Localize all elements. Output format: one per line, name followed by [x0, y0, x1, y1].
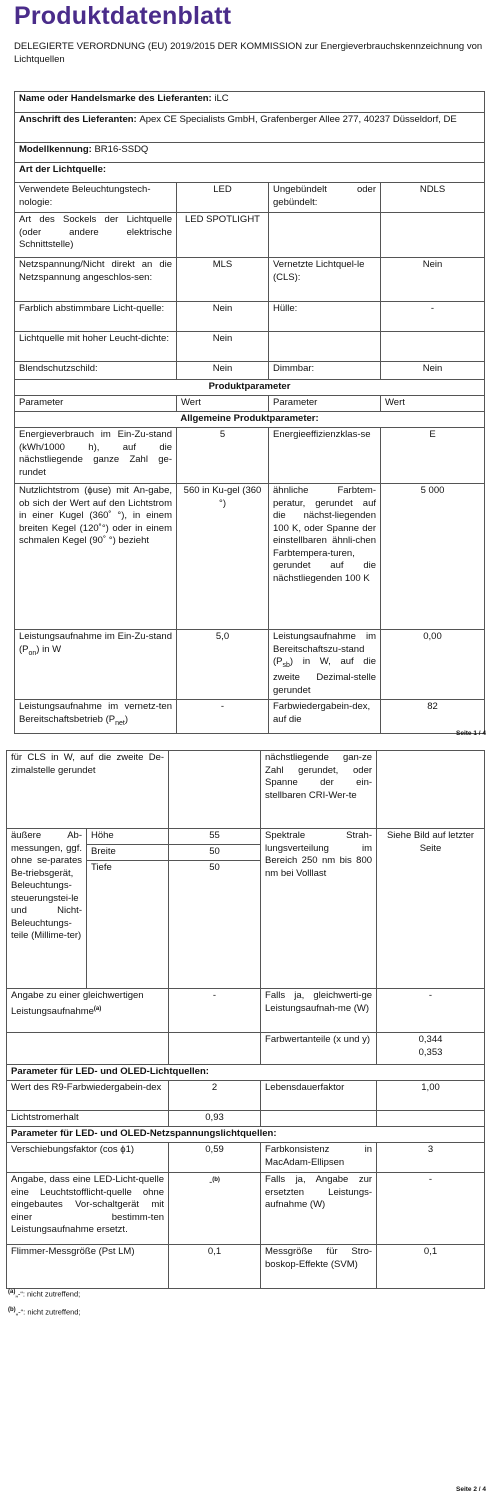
empty-cell — [381, 332, 485, 362]
equivalent-power-yes-label: Falls ja, gleichwerti-ge Leistungsaufnah-me (W) — [261, 989, 377, 1033]
empty-cell — [169, 751, 261, 829]
on-mode-power-label — [15, 630, 177, 700]
dimension-value-height: 55 — [169, 829, 261, 845]
life-factor-label: Lebensdauerfaktor — [261, 1081, 377, 1111]
lumen-maintenance-label: Lichtstromerhalt — [7, 1111, 169, 1127]
chromaticity-label: Farbwertanteile (x und y) — [261, 1033, 377, 1065]
equivalent-power-yes-value: - — [377, 989, 485, 1033]
replaced-power-label: Falls ja, Angabe zur ersetzten Leistungs-aufnahme (W) — [261, 1173, 377, 1245]
color-consistency-value: 3 — [377, 1143, 485, 1173]
standby-power-value: 0,00 — [381, 630, 485, 700]
stroboscopic-value: 0,1 — [377, 1245, 485, 1289]
standby-power-label — [269, 630, 381, 700]
supplier-table — [14, 91, 485, 734]
model-label: Modellkennung: — [19, 144, 92, 155]
footnote-b — [8, 1307, 81, 1317]
energy-consumption-label: Energieverbrauch im Ein-Zu-stand (kWh/1000 h), auf die nächstliegende ganze Zahl ge-rundet — [15, 428, 177, 484]
empty-cell — [261, 1111, 377, 1127]
empty-cell — [169, 1033, 261, 1065]
high-luminance-label: Lichtquelle mit hoher Leucht-dichte: — [15, 332, 177, 362]
on-mode-subscript: on — [28, 649, 37, 657]
regulation-text: DELEGIERTE VERORDNUNG (EU) 2019/2015 DER KOMMISSION zur Energieverbrauchskennzeichnung von Lichtquellen — [14, 41, 483, 65]
footnote-b-marker: (b) — [8, 1307, 16, 1313]
footnote-a — [8, 1289, 80, 1299]
cri-continued-label: nächstliegende gan-ze Zahl gerundet, oder Spanne der ein-stellbaren CRI-Wer-te — [261, 751, 377, 829]
col-header-value: Wert — [177, 396, 269, 412]
supplier-name-value: iLC — [214, 93, 229, 104]
stroboscopic-label: Messgröße für Stro-boskop-Effekte (SVM) — [261, 1245, 377, 1289]
empty-cell — [7, 1033, 169, 1065]
color-consistency-label: Farbkonsistenz in MacAdam-Ellipsen — [261, 1143, 377, 1173]
general-params-heading: Allgemeine Produktparameter: — [15, 412, 485, 428]
mains-led-params-heading: Parameter für LED- und OLED-Netzspannungslichtquellen: — [7, 1127, 485, 1143]
page-number: Seite 1 / 4 — [456, 730, 486, 737]
supplier-address-value: Apex CE Specialists GmbH, Grafenberger Allee 277, 40237 Düsseldorf, DE — [139, 114, 457, 125]
standby-subscript: sb — [282, 661, 290, 669]
dimensions-label: äußere Ab-messungen, ggf. ohne se-parates Be-triebsgerät, Beleuchtungs-steuerungstei-le und Nicht-Beleuchtungs-teile (Millime-ter) — [7, 829, 87, 989]
energy-class-label: Energieeffizienzklas-se — [269, 428, 381, 484]
supplier-address-label: Anschrift des Lieferanten: — [19, 114, 137, 125]
chromaticity-value — [377, 1033, 485, 1065]
spectral-distribution-label: Spektrale Strah-lungsverteilung im Bereich 250 nm bis 800 nm bei Volllast — [261, 829, 377, 989]
light-source-type-heading: Art der Lichtquelle: — [15, 163, 485, 183]
cls-label: Vernetzte Lichtquel-le (CLS): — [269, 258, 381, 302]
flicker-value: 0,1 — [169, 1245, 261, 1289]
empty-cell — [269, 213, 381, 258]
anti-glare-label: Blendschutzschild: — [15, 362, 177, 380]
directional-label: Ungebündelt oder gebündelt: — [269, 183, 381, 213]
replacement-claim-dash: - — [209, 1177, 213, 1189]
tech-label: Verwendete Beleuchtungstech-nologie: — [15, 183, 177, 213]
cls-continued-label: für CLS in W, auf die zweite De-zimalstelle gerundet — [7, 751, 169, 829]
cct-value: 5 000 — [381, 484, 485, 630]
dimension-value-depth: 50 — [169, 861, 261, 989]
dimmable-label: Dimmbar: — [269, 362, 381, 380]
model-row — [15, 143, 485, 163]
replacement-claim-value — [169, 1173, 261, 1245]
mains-value: MLS — [177, 258, 269, 302]
cri-label: Farbwiedergabein-dex, auf die — [269, 700, 381, 734]
r9-label: Wert des R9-Farbwiedergabein-dex — [7, 1081, 169, 1111]
flicker-label: Flimmer-Messgröße (Pst LM) — [7, 1245, 169, 1289]
product-params-heading: Produktparameter — [15, 380, 485, 396]
empty-cell — [377, 751, 485, 829]
empty-cell — [377, 1111, 485, 1127]
dimension-key-width: Breite — [87, 845, 169, 861]
cct-label: ähnliche Farbtem-peratur, gerundet auf die nächst-liegenden 100 K, oder Spanne der einstellbaren ähnli-chen Farbtempera-turen, gerundet auf die nächstliegenden 100 K — [269, 484, 381, 630]
mains-label: Netzspannung/Nicht direkt an die Netzspannung angeschlos-sen: — [15, 258, 177, 302]
r9-value: 2 — [169, 1081, 261, 1111]
page-number: Seite 2 / 4 — [456, 1486, 486, 1493]
spectral-distribution-value: Siehe Bild auf letzter Seite — [377, 829, 485, 989]
page-2 — [0, 744, 500, 1500]
directional-value: NDLS — [381, 183, 485, 213]
footnote-ref-a: (a) — [93, 1005, 102, 1012]
on-mode-power-value: 5,0 — [177, 630, 269, 700]
cls-value: Nein — [381, 258, 485, 302]
cap-type-label: Art des Sockels der Lichtquelle (oder andere elektrische Schnittstelle) — [15, 213, 177, 258]
col-header-value: Wert — [381, 396, 485, 412]
empty-cell — [269, 332, 381, 362]
luminous-flux-label: Nutzlichtstrom (ϕuse) mit An-gabe, ob sich der Wert auf den Lichtstrom in einer Kugel (360˚ °), in einem breiten Kegel (120˚°) oder in einem schmalen Kegel (90˚ °) bezieht — [15, 484, 177, 630]
high-luminance-value: Nein — [177, 332, 269, 362]
dimension-key-height: Höhe — [87, 829, 169, 845]
tech-value: LED — [177, 183, 269, 213]
tunable-label: Farblich abstimmbare Licht-quelle: — [15, 302, 177, 332]
networked-standby-label — [15, 700, 177, 734]
replaced-power-value: - — [377, 1173, 485, 1245]
standby-power-text: Leistungsaufnahme im Bereitschaftszu-stand (P — [273, 631, 376, 667]
energy-class-value: E — [381, 428, 485, 484]
model-value: BR16-SSDQ — [94, 144, 149, 155]
life-factor-value: 1,00 — [377, 1081, 485, 1111]
dimension-value-width: 50 — [169, 845, 261, 861]
energy-consumption-value: 5 — [177, 428, 269, 484]
equivalent-power-text: Angabe zu einer gleichwertigen Leistungsaufnahme — [11, 990, 144, 1017]
displacement-factor-value: 0,59 — [169, 1143, 261, 1173]
supplier-name-row — [15, 92, 485, 113]
networked-standby-close: ) — [124, 713, 129, 725]
equivalent-power-label — [7, 989, 169, 1033]
footnote-b-text: „-“: nicht zutreffend; — [15, 1307, 81, 1317]
footnote-a-marker: (a) — [8, 1289, 16, 1295]
chromaticity-y: 0,353 — [418, 1046, 443, 1058]
standby-power-unit: ) in W, auf die zweite Dezimal-stelle gerundet — [273, 656, 376, 696]
on-mode-power-text: Leistungsaufnahme im Ein-Zu-stand (P — [19, 631, 172, 655]
col-header-param: Parameter — [269, 396, 381, 412]
tunable-value: Nein — [177, 302, 269, 332]
cap-type-value: LED SPOTLIGHT — [177, 213, 269, 258]
luminous-flux-value: 560 in Ku-gel (360 °) — [177, 484, 269, 630]
page-1 — [0, 0, 500, 740]
lumen-maintenance-value: 0,93 — [169, 1111, 261, 1127]
footnote-ref-b: (b) — [212, 1177, 220, 1183]
networked-standby-value: - — [177, 700, 269, 734]
supplier-name-label: Name oder Handelsmarke des Lieferanten: — [19, 93, 212, 104]
envelope-value: - — [381, 302, 485, 332]
led-params-heading: Parameter für LED- und OLED-Lichtquellen: — [7, 1065, 485, 1081]
product-params-continued-table — [6, 750, 485, 1289]
equivalent-power-value: - — [169, 989, 261, 1033]
footnote-a-text: „-“: nicht zutreffend; — [15, 1289, 81, 1299]
chromaticity-x: 0,344 — [418, 1034, 443, 1045]
on-mode-power-unit: ) in W — [36, 643, 62, 655]
dimension-key-depth: Tiefe — [87, 861, 169, 989]
replacement-claim-label: Angabe, dass eine LED-Licht-quelle eine Leuchtstofflicht-quelle ohne eingebautes Vor-schaltgerät mit einer bestimm-ten Leistungsaufnahme ersetzt. — [7, 1173, 169, 1245]
empty-cell — [381, 213, 485, 258]
displacement-factor-label: Verschiebungsfaktor (cos ϕ1) — [7, 1143, 169, 1173]
networked-standby-subscript: net — [115, 719, 125, 727]
supplier-address-row — [15, 113, 485, 143]
col-header-param: Parameter — [15, 396, 177, 412]
envelope-label: Hülle: — [269, 302, 381, 332]
dimmable-value: Nein — [381, 362, 485, 380]
cri-value: 82 — [381, 700, 485, 734]
networked-standby-text: Leistungsaufnahme im vernetz-ten Bereitschaftsbetrieb (P — [19, 701, 172, 725]
page-title: Produktdatenblatt — [14, 2, 232, 30]
anti-glare-value: Nein — [177, 362, 269, 380]
